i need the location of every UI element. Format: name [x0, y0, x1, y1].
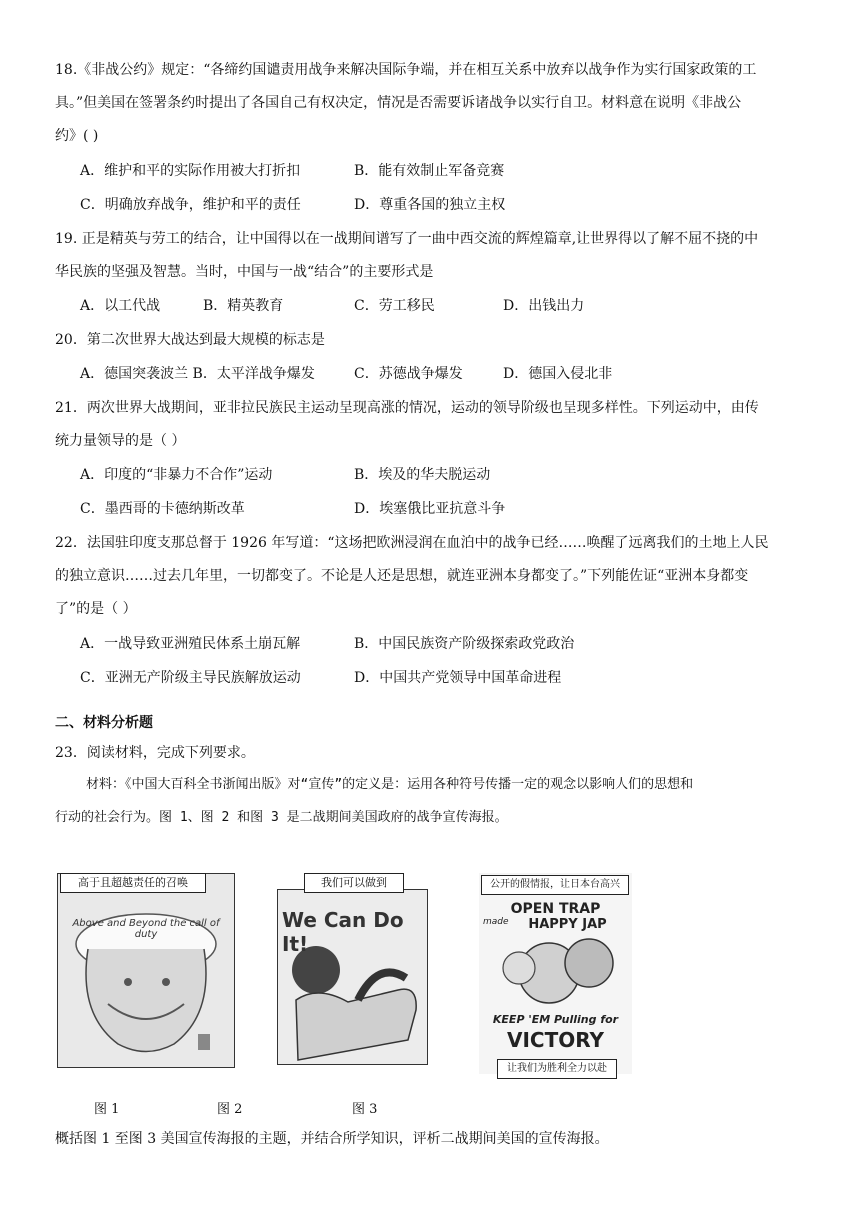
- caption-figure-1: 图 1: [94, 1102, 120, 1117]
- q22-option-d: D．中国共产党领导中国革命进程: [354, 670, 562, 686]
- poster-figure-2: [277, 889, 428, 1065]
- q18-option-d: D．尊重各国的独立主权: [354, 197, 506, 213]
- poster-1-artwork: [58, 874, 234, 1067]
- q21-option-b: B．埃及的华夫脱运动: [354, 467, 491, 483]
- q22-option-b: B．中国民族资产阶级探索政党政治: [354, 636, 575, 652]
- caption-figure-3: 图 3: [352, 1102, 378, 1117]
- q19-option-d: D．出钱出力: [503, 298, 585, 314]
- poster-3-mid: KEEP 'EM Pulling for: [492, 1013, 619, 1026]
- q20-line1: 20．第二次世界大战达到最大规模的标志是: [55, 332, 325, 348]
- q23-material-line1: 材料：《中国大百科全书浙闻出版》对“宣传”的定义是：运用各种符号传播一定的观念以影响人们的思想和: [86, 777, 694, 792]
- q22-line2: 的独立意识……过去几年里，一切都变了。不论是人还是思想，就连亚洲本身都变了。”下列能佐证“亚洲本身都变: [55, 568, 749, 584]
- q19-line2: 华民族的坚强及智慧。当时，中国与一战“结合”的主要形式是: [55, 264, 434, 280]
- section-title: 二、材料分析题: [55, 715, 153, 731]
- q21-option-d: D．埃塞俄比亚抗意斗争: [354, 501, 506, 517]
- caption-figure-2: 图 2: [217, 1102, 243, 1117]
- q21-line1: 21．两次世界大战期间，亚非拉民族民主运动呈现高涨的情况，运动的领导阶级也呈现多样性。下列运动中，由传: [55, 400, 759, 416]
- poster-3-banner: 公开的假情报，让日本台高兴: [481, 875, 629, 895]
- q22-line3: 了”的是（ ）: [55, 601, 137, 617]
- q21-option-c: C．墨西哥的卡德纳斯改革: [80, 501, 245, 517]
- q18-option-a: A．维护和平的实际作用被大打折扣: [80, 163, 301, 179]
- poster-figure-3: [479, 873, 632, 1074]
- q18-option-c: C．明确放弃战争，维护和平的责任: [80, 197, 301, 213]
- q21-option-a: A．印度的“非暴力不合作”运动: [80, 467, 273, 483]
- poster-3-title-2: HAPPY JAP: [528, 917, 607, 932]
- q20-option-d: D．德国入侵北非: [503, 366, 613, 382]
- q21-line2: 统力量领导的是（ ）: [55, 433, 186, 449]
- poster-2-slogan: We Can Do It!: [282, 908, 404, 956]
- q19-option-c: C．劳工移民: [354, 298, 435, 314]
- q20-option-c: C．苏德战争爆发: [354, 366, 463, 382]
- q19-option-b: B．精英教育: [203, 298, 284, 314]
- poster-3-victory: VICTORY: [506, 1028, 605, 1052]
- q18-option-b: B．能有效制止军备竞赛: [354, 163, 505, 179]
- q20-option-ab: A．德国突袭波兰 B．太平洋战争爆发: [80, 366, 315, 382]
- poster-3-bottom-banner: 让我们为胜利全力以赴: [497, 1059, 617, 1079]
- q22-option-c: C．亚洲无产阶级主导民族解放运动: [80, 670, 301, 686]
- q18-line2: 具。”但美国在签署条约时提出了各国自己有权决定，情况是否需要诉诸战争以实行自卫。材料意在说明《非战公: [55, 95, 742, 111]
- poster-1-slogan: Above and Beyond the call of duty: [72, 918, 220, 940]
- q18-line1: 18.《非战公约》规定：“各缔约国谴责用战争来解决国际争端，并在相互关系中放弃以战争作为实行国家政策的工: [55, 62, 757, 78]
- q19-option-a: A．以工代战: [80, 298, 161, 314]
- q23-question: 概括图 1 至图 3 美国宣传海报的主题，并结合所学知识，评析二战期间美国的宣传海报。: [55, 1131, 609, 1147]
- q23-line1: 23．阅读材料，完成下列要求。: [55, 745, 255, 761]
- q19-line1: 19. 正是精英与劳工的结合，让中国得以在一战期间谱写了一曲中西交流的辉煌篇章,让世界得以了解不屈不挠的中: [55, 231, 759, 247]
- q22-option-a: A．一战导致亚洲殖民体系土崩瓦解: [80, 636, 301, 652]
- q23-material-line2: 行动的社会行为。图 1、图 2 和图 3 是二战期间美国政府的战争宣传海报。: [55, 810, 508, 825]
- poster-3-title-1: OPEN TRAP: [510, 901, 601, 917]
- q22-line1: 22．法国驻印度支那总督于 1926 年写道：“这场把欧洲浸润在血泊中的战争已经……唤醒了远离我们的土地上人民: [55, 535, 769, 551]
- poster-figure-1: [57, 873, 235, 1068]
- poster-2-banner: 我们可以做到: [304, 873, 404, 893]
- poster-1-banner: 高于且超越责任的召唤: [60, 873, 206, 893]
- poster-3-small: made: [483, 917, 509, 927]
- q18-line3: 约》( ): [55, 128, 99, 144]
